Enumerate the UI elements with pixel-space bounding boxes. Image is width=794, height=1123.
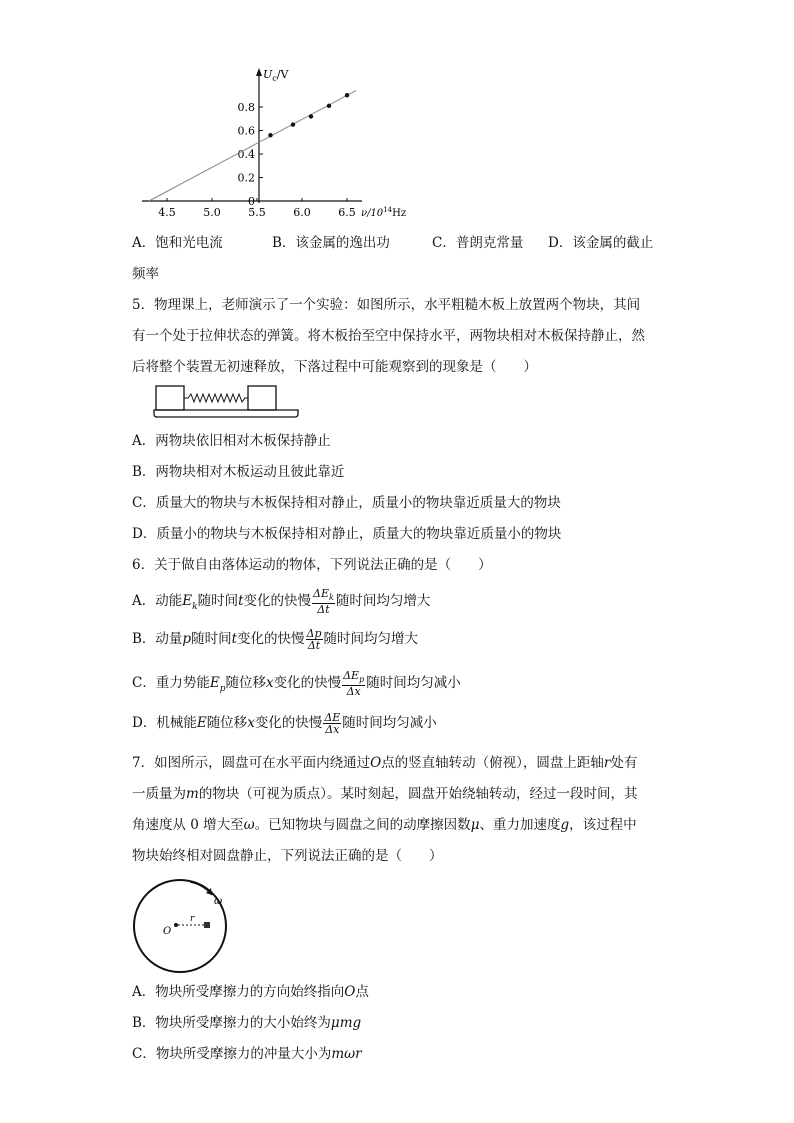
data-point (309, 114, 313, 118)
fraction: $\frac{\Delta E}{\Delta x}$ (324, 711, 341, 736)
omega-label: ω (214, 896, 223, 907)
q4-option-a: A．饱和光电流 (132, 235, 223, 251)
y-tick-label: 0 (248, 195, 255, 208)
q5-stem-2: 有一个处于拉伸状态的弹簧。将木板抬至空中保持水平，两物块相对木板保持静止，然 (132, 328, 645, 344)
q4-option-b: B．该金属的逸出功 (272, 235, 390, 251)
y-axis-arrow (256, 68, 262, 76)
q5-option-a: A．两物块依旧相对木板保持静止 (132, 433, 331, 449)
q7-stem-1: 7．如图所示，圆盘可在水平面内绕通过O点的竖直轴转动（俯视），圆盘上距轴r处有 (132, 755, 638, 771)
q5-option-c: C．质量大的物块与木板保持相对静止，质量小的物块靠近质量大的物块 (132, 495, 561, 511)
q7-option-b: B．物块所受摩擦力的大小始终为μmg (132, 1015, 362, 1031)
spring (184, 394, 248, 402)
q7-stem-4: 物块始终相对圆盘静止，下列说法正确的是（ ） (132, 848, 443, 864)
axis-point (174, 923, 178, 927)
q4-option-d: D．该金属的截止 (548, 235, 654, 251)
q5-option-b: B．两物块相对木板运动且彼此靠近 (132, 464, 345, 480)
q5-stem-3: 后将整个装置无初速释放，下落过程中可能观察到的现象是（ ） (132, 359, 537, 375)
spring-board-diagram (152, 384, 302, 424)
q7-option-a: A．物块所受摩擦力的方向始终指向O点 (132, 984, 369, 1000)
r-label: r (190, 914, 195, 924)
data-point (268, 133, 272, 137)
q5-stem-1: 5．物理课上，老师演示了一个实验：如图所示，水平粗糙木板上放置两个物块，其间 (132, 297, 641, 313)
y-tick-label: 0.8 (237, 101, 255, 114)
small-block (204, 922, 210, 928)
fraction: $\frac{\Delta p}{\Delta t}$ (306, 627, 322, 652)
q4-option-d-cont: 频率 (132, 266, 159, 282)
photoelectric-chart (132, 66, 422, 226)
y-tick-label: 0.6 (237, 124, 255, 138)
q7-stem-2: 一质量为m的物块（可视为质点）。某时刻起，圆盘开始绕轴转动，经过一段时间，其 (132, 786, 638, 802)
q6-option-b: B．动量p随时间t变化的快慢 $\frac{\Delta p}{\Delta t}$ 随时间均匀增大 (132, 627, 419, 652)
x-tick-label: 5.0 (203, 206, 221, 219)
q6-option-c: C．重力势能$E_p$随位移x变化的快慢 $\frac{\Delta E_p}{\Delta x}$ 随时间均匀减小 (132, 669, 461, 699)
rotating-disc-diagram (128, 874, 240, 978)
y-tick-label: 0.2 (237, 171, 255, 185)
q4-option-c: C．普朗克常量 (432, 235, 524, 251)
data-point (345, 93, 349, 97)
q6-option-a: A．动能$E_k$随时间t变化的快慢 $\frac{\Delta E_k}{\Delta t}$ 随时间均匀增大 (132, 587, 431, 617)
q7-option-c: C．物块所受摩擦力的冲量大小为mωr (132, 1046, 362, 1062)
x-tick-label: 6.5 (338, 206, 356, 219)
data-point (327, 104, 331, 108)
right-block (248, 386, 276, 410)
x-tick-label: 5.5 (248, 206, 266, 219)
y-tick-label: 0.4 (237, 148, 255, 161)
fraction: $\frac{\Delta E_k}{\Delta t}$ (313, 587, 334, 617)
disc-outline (134, 880, 226, 972)
O-label: O (163, 926, 172, 937)
q6-option-d: D．机械能E随位移x变化的快慢 $\frac{\Delta E}{\Delta x}$ 随时间均匀减小 (132, 711, 437, 736)
data-point (291, 122, 295, 126)
q7-stem-3: 角速度从 0 增大至ω。已知物块与圆盘之间的动摩擦因数μ、重力加速度g，该过程中 (132, 817, 637, 833)
q5-option-d: D．质量小的物块与木板保持相对静止，质量大的物块靠近质量小的物块 (132, 526, 562, 542)
x-tick-label: 4.5 (158, 206, 176, 219)
x-tick-label: 6.0 (293, 206, 311, 219)
q6-stem: 6．关于做自由落体运动的物体，下列说法正确的是（ ） (132, 557, 492, 573)
fraction: $\frac{\Delta E_p}{\Delta x}$ (343, 669, 365, 699)
left-block (156, 386, 184, 410)
x-axis-label: $\nu/10^{14}Hz$ (361, 206, 407, 219)
y-axis-label: $U_c/V$ (263, 68, 289, 83)
wooden-board (154, 410, 298, 417)
